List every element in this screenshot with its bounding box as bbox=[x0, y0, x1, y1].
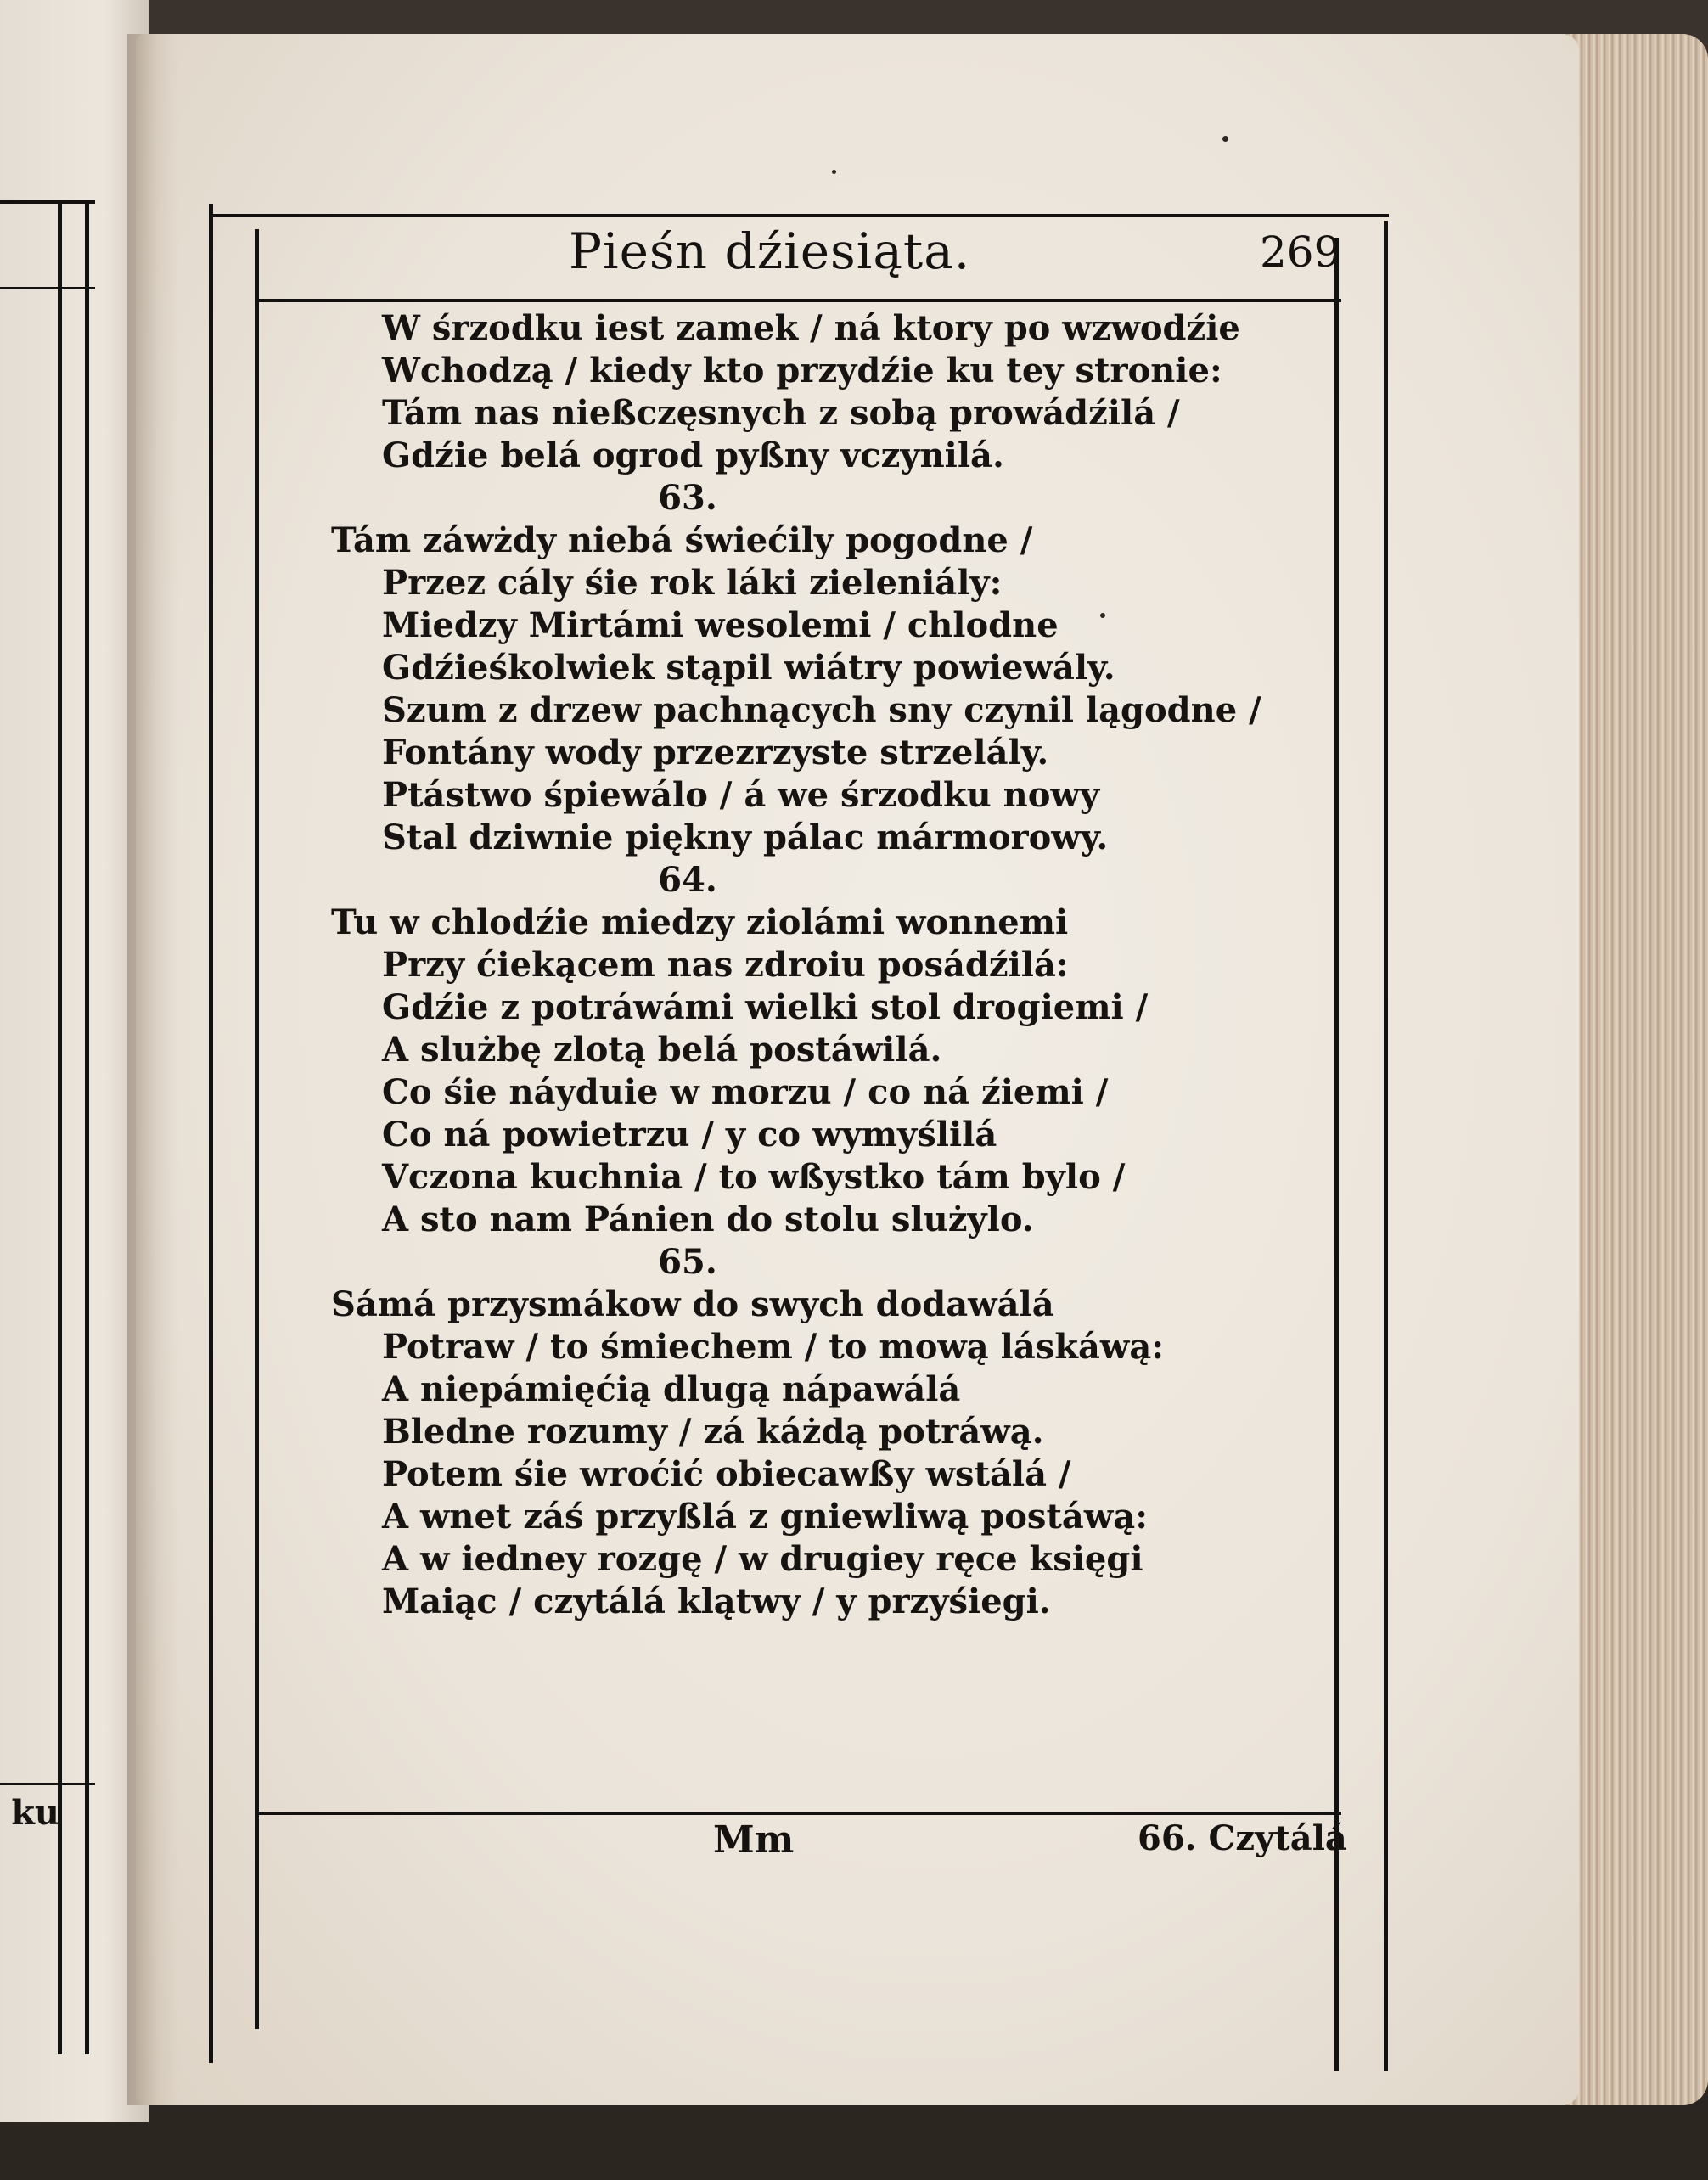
left-frame-vertical-rule bbox=[85, 204, 89, 2054]
verse-line: Bledne rozumy / zá káżdą potráwą. bbox=[382, 1412, 1044, 1452]
left-frame-top-rule bbox=[0, 200, 95, 204]
left-page-catchword-fragment: ku bbox=[11, 1793, 59, 1833]
stanza bbox=[331, 477, 1307, 859]
verse-line: Vczona kuchnia / to wßystko tám bylo / bbox=[382, 1157, 1126, 1197]
stanza bbox=[331, 859, 1307, 1241]
verse-line: Gdźie z potráwámi wielki stol drogiemi / bbox=[382, 987, 1149, 1027]
frame-inner-left-rule bbox=[255, 229, 259, 2029]
verse-line: Szum z drzew pachnących sny czynil lągodne / bbox=[382, 690, 1261, 730]
stanza-number: 63. bbox=[658, 478, 717, 518]
header-rule bbox=[255, 299, 1341, 302]
verse-line: Co śie náyduie w morzu / co ná źiemi / bbox=[382, 1072, 1109, 1112]
verse-line: Tám nas nießczęsnych z sobą prowádźilá / bbox=[382, 393, 1180, 433]
verse-line: Wchodzą / kiedy kto przydźie ku tey stronie: bbox=[382, 351, 1222, 390]
verse-line: Potem śie wroćić obiecawßy wstálá / bbox=[382, 1454, 1071, 1494]
verse-line: Co ná powietrzu / y co wymyślilá bbox=[382, 1115, 997, 1155]
verse-line: A slużbę zlotą belá postáwilá. bbox=[382, 1030, 942, 1070]
frame-top-rule bbox=[209, 214, 1389, 217]
verse-line: Miedzy Mirtámi wesolemi / chlodne bbox=[382, 605, 1059, 645]
verse-line: A w iedney rozgę / w drugiey ręce księgi bbox=[382, 1539, 1143, 1579]
verse-line: Maiąc / czytálá klątwy / y przyśiegi. bbox=[382, 1582, 1051, 1621]
verse-line: A niepámięćią dlugą nápawálá bbox=[382, 1369, 961, 1409]
stanza bbox=[331, 1241, 1307, 1623]
stanza-number: 64. bbox=[658, 860, 717, 900]
verse-line: Ptástwo śpiewálo / á we śrzodku nowy bbox=[382, 775, 1100, 815]
verse-line: Przez cály śie rok láki zieleniály: bbox=[382, 563, 1003, 603]
verse-line: W śrzodku iest zamek / ná ktory po wzwodźie bbox=[382, 308, 1240, 348]
stanza-number: 65. bbox=[658, 1242, 717, 1282]
verse-line: Gdźie belá ogrod pyßny vczynilá. bbox=[382, 435, 1004, 475]
frame-outer-left-rule bbox=[209, 204, 213, 2063]
ink-speck bbox=[1100, 613, 1105, 618]
verse-line: Tu w chlodźie miedzy ziolámi wonnemi bbox=[331, 902, 1069, 942]
ink-speck bbox=[1222, 136, 1228, 142]
running-title: Pieśn dźiesiąta. bbox=[569, 222, 971, 280]
poem-text bbox=[331, 307, 1307, 1623]
stanza bbox=[331, 307, 1307, 477]
gutter-shadow bbox=[127, 34, 178, 2105]
verse-line: Gdźieśkolwiek stąpil wiátry powiewály. bbox=[382, 648, 1115, 688]
frame-inner-right-rule bbox=[1334, 238, 1339, 2071]
verse-line: A sto nam Pánien do stolu slużylo. bbox=[382, 1200, 1034, 1239]
verse-line: Sámá przysmákow do swych dodawálá bbox=[331, 1284, 1054, 1324]
verse-line: Stal dziwnie piękny pálac mármorowy. bbox=[382, 818, 1109, 857]
left-frame-foot-rule bbox=[0, 1783, 95, 1785]
verse-line: Tám záwżdy niebá świećily pogodne / bbox=[331, 520, 1033, 560]
signature-mark: Mm bbox=[713, 1818, 795, 1862]
verse-line: Potraw / to śmiechem / to mową láskáwą: bbox=[382, 1327, 1165, 1367]
footer-rule bbox=[255, 1812, 1341, 1815]
left-frame-head-rule bbox=[0, 287, 95, 289]
verse-line: Fontány wody przezrzyste strzelály. bbox=[382, 733, 1049, 773]
ink-speck bbox=[832, 170, 836, 174]
verse-line: Przy ćiekącem nas zdroiu posádźilá: bbox=[382, 945, 1069, 985]
verse-line: A wnet záś przyßlá z gniewliwą postáwą: bbox=[382, 1497, 1148, 1537]
left-frame-vertical-rule bbox=[58, 204, 62, 2054]
catchword: 66. Czytálá bbox=[1138, 1818, 1347, 1858]
frame-outer-right-rule bbox=[1384, 221, 1388, 2071]
page-number: 269 bbox=[1260, 228, 1341, 277]
